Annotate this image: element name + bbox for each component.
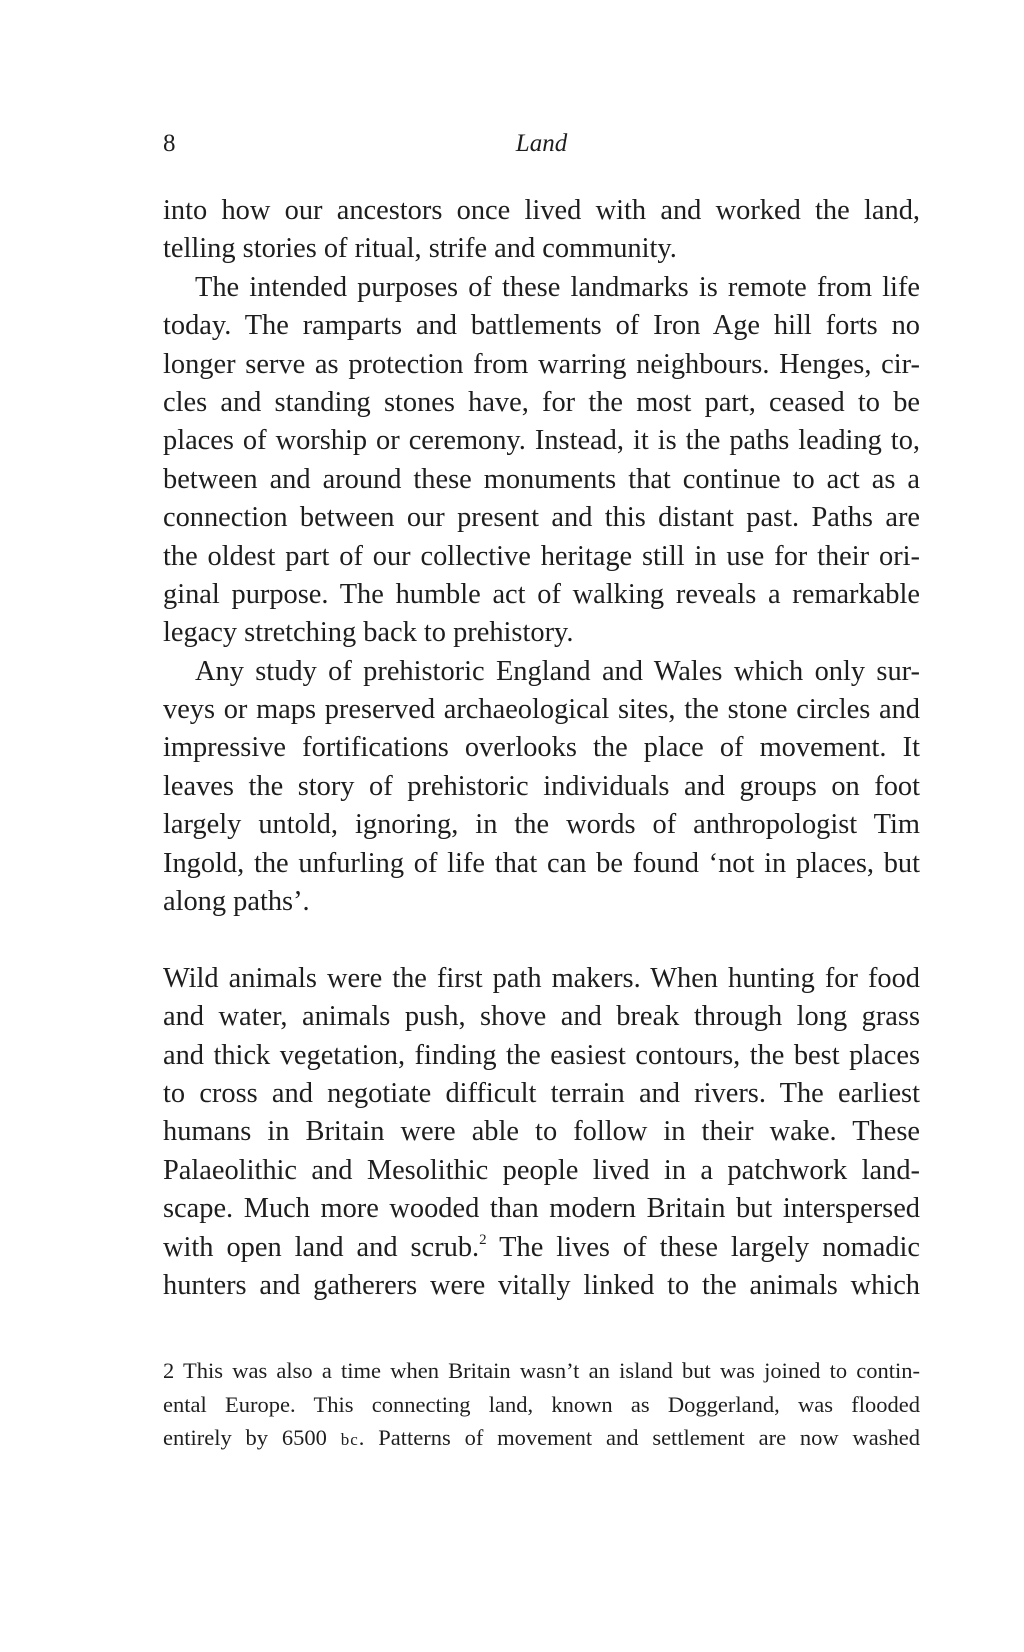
text-line: Wild animals were the first path makers. When hunting for food bbox=[163, 962, 920, 994]
footnote-line bbox=[163, 1421, 920, 1455]
text-line: into how our ancestors once lived with and worked the land, bbox=[163, 195, 920, 226]
running-title: Land bbox=[515, 130, 568, 157]
page-number: 8 bbox=[163, 130, 176, 157]
text-line: connection between our present and this distant past. Paths are bbox=[163, 502, 920, 534]
footnote-reference[interactable]: 2 bbox=[479, 1231, 487, 1248]
running-head bbox=[163, 128, 920, 160]
text-line: longer serve as protection from warring neighbours. Henges, cir- bbox=[163, 348, 920, 380]
footnote bbox=[163, 1354, 920, 1455]
text-line: between and around these monuments that continue to act as a bbox=[163, 463, 920, 495]
text-line: the oldest part of our collective heritage still in use for their ori- bbox=[163, 540, 920, 572]
text-line: along paths’. bbox=[163, 886, 310, 918]
footnote-number: 2 bbox=[163, 1358, 175, 1383]
text-line: ginal purpose. The humble act of walking reveals a remarkable bbox=[163, 578, 920, 610]
text-line: Palaeolithic and Mesolithic people lived in a patchwork land- bbox=[163, 1154, 920, 1186]
text-fragment: with open land and scrub. bbox=[163, 1231, 480, 1263]
text-line: Any study of prehistoric England and Wales which only sur- bbox=[195, 655, 920, 687]
era-abbreviation: bc bbox=[340, 1430, 359, 1449]
text-fragment: This was also a time when Britain wasn’t an island but was joined to contin- bbox=[183, 1358, 921, 1383]
text-line: impressive fortifications overlooks the place of movement. It bbox=[163, 732, 920, 764]
text-line: and thick vegetation, finding the easiest contours, the best places bbox=[163, 1039, 920, 1071]
text-line bbox=[163, 1229, 920, 1267]
text-line: leaves the story of prehistoric individuals and groups on foot bbox=[163, 770, 920, 802]
text-fragment: entirely by 6500 bbox=[163, 1425, 327, 1450]
text-line: veys or maps preserved archaeological sites, the stone circles and bbox=[163, 694, 920, 726]
text-line: places of worship or ceremony. Instead, it is the paths leading to, bbox=[163, 425, 920, 457]
body-text bbox=[163, 192, 920, 1305]
text-line: largely untold, ignoring, in the words of anthropologist Tim bbox=[163, 809, 920, 841]
text-line: and water, animals push, shove and break through long grass bbox=[163, 1001, 920, 1033]
text-line: legacy stretching back to prehistory. bbox=[163, 617, 574, 649]
text-fragment: The lives of these largely nomadic bbox=[499, 1231, 920, 1263]
text-fragment: . Patterns of movement and settlement are now washed bbox=[358, 1425, 920, 1450]
text-line: cles and standing stones have, for the most part, ceased to be bbox=[163, 386, 920, 418]
text-line: humans in Britain were able to follow in their wake. These bbox=[163, 1116, 920, 1148]
text-line: The intended purposes of these landmarks is remote from life bbox=[195, 271, 920, 303]
footnote-line bbox=[163, 1354, 920, 1388]
text-line: telling stories of ritual, strife and community. bbox=[163, 233, 677, 265]
text-line: today. The ramparts and battlements of Iron Age hill forts no bbox=[163, 310, 920, 342]
text-line: hunters and gatherers were vitally linked to the animals which bbox=[163, 1269, 920, 1301]
text-line: scape. Much more wooded than modern Britain but interspersed bbox=[163, 1193, 920, 1225]
footnote-line: ental Europe. This connecting land, known as Doggerland, was flooded bbox=[163, 1391, 920, 1417]
text-line: to cross and negotiate difficult terrain and rivers. The earliest bbox=[163, 1077, 920, 1109]
text-line: Ingold, the unfurling of life that can be found ‘not in places, but bbox=[163, 847, 920, 879]
section-break bbox=[163, 921, 920, 959]
